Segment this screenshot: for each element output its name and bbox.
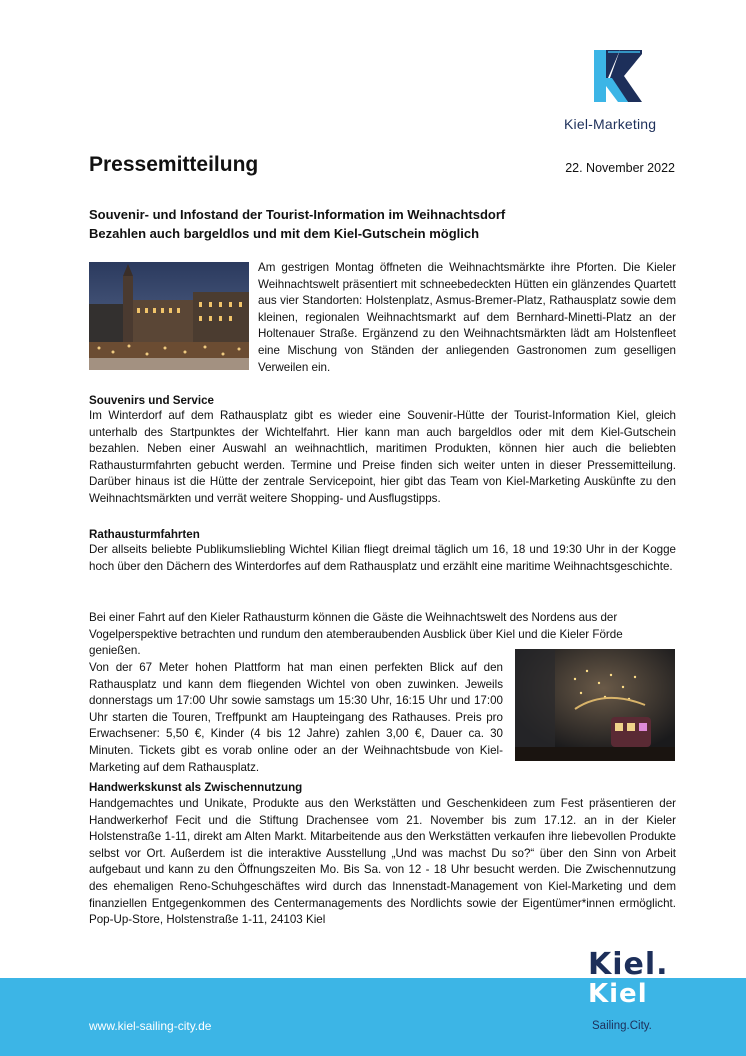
headline bbox=[89, 205, 505, 243]
intro-paragraph: Am gestrigen Montag öffneten die Weihnachtsmärkte ihre Pforten. Die Kieler Weihnachtswelt präsentiert mit schneebedeckten Hütten ein glänzendes Quartett aus vier Standorten: Holstenplatz, Asmus-Bremer-Platz, Rathausplatz sowie dem kleinen, regionalen Weihnachtsmarkt auf dem Bernhard-Minetti-Platz an der Holtenauer Straße. Ergänzend zu den Weihnachtsmärkten lädt am Holstenfleet eine Mischung von Ständen der anliegenden Gastronomen zum geselligen Verweilen ein. bbox=[258, 261, 676, 374]
christmas-market-photo bbox=[89, 262, 249, 370]
paragraph-rathaus-2b: Von der 67 Meter hohen Plattform hat man einen perfekten Blick auf den Rathausplatz und kann dem fliegenden Wichtel von oben zuwinken. Jeweils donnerstags um 17:00 Uhr sowie samstags um 15:30 Uhr, 16:15 Uhr und 17:00 Uhr starten die Touren, Treffpunkt am Haupteingang des Rathauses. Preis pro Erwachsener: 5,50 €, Kinder (4 bis 12 Jahre) zahlen 3,00 €, Dauer ca. 30 Minuten. Tickets gibt es vorab online oder an der Weihnachtsbude von Kiel-Marketing auf dem Rathausplatz. bbox=[89, 661, 503, 774]
heading-rathausturmfahrten: Rathausturmfahrten bbox=[89, 528, 200, 541]
page-title: Pressemitteilung bbox=[89, 153, 259, 176]
kiel-logo-line-2: Kiel bbox=[588, 979, 648, 1009]
kiel-logo-line-1: Kiel. bbox=[588, 947, 669, 982]
heading-souvenirs: Souvenirs und Service bbox=[89, 394, 215, 407]
release-date: 22. November 2022 bbox=[565, 161, 675, 175]
footer-tagline: Sailing.City. bbox=[592, 1020, 652, 1032]
headline-line-2: Bezahlen auch bargeldlos und mit dem Kiel-Gutschein möglich bbox=[89, 226, 480, 241]
brand-name: Kiel-Marketing bbox=[564, 116, 657, 132]
kiel-sailing-city-logo bbox=[588, 947, 680, 1014]
paragraph-souvenirs: Im Winterdorf auf dem Rathausplatz gibt es wieder eine Souvenir-Hütte der Tourist-Information Kiel, gleich unterhalb des Startpunktes der Wichtelfahrt. Hier kann man auch bargeldlos oder mit dem Kiel-Gutschein bezahlen. Neben einer Auswahl an weihnachtlich, maritimen Produkten, können hier auch die beliebten Rathausturmfahrten gebucht werden. Termine und Preise finden sich weiter unten in dieser Pressemitteilung. Darüber hinaus ist die Hütte der zentrale Servicepoint, hier gibt das Team von Kiel-Marketing Auskünfte zu den Weihnachtsmärkten und verrät weitere Shopping- und Ausflugstipps. bbox=[89, 409, 676, 505]
headline-line-1: Souvenir- und Infostand der Tourist-Information im Weihnachtsdorf bbox=[89, 207, 506, 222]
footer-website-link[interactable]: www.kiel-sailing-city.de bbox=[89, 1019, 212, 1033]
kiel-marketing-logo-icon bbox=[590, 48, 646, 104]
paragraph-rathaus-1: Der allseits beliebte Publikumsliebling Wichtel Kilian fliegt dreimal täglich um 16, 18 und 19:30 Uhr in der Kogge hoch über den Dächern des Winterdorfes auf dem Rathausplatz und erzählt eine maritime Weihnachtsgeschichte. bbox=[89, 543, 676, 573]
paragraph-rathaus-2a: Bei einer Fahrt auf den Kieler Rathausturm können die Gäste die Weihnachtswelt des Nordens aus der Vogelperspektive betrachten und rundum den atemberaubenden Ausblick über Kiel und die Kieler Förde genießen. bbox=[89, 611, 623, 658]
heading-handwerkskunst: Handwerkskunst als Zwischennutzung bbox=[89, 781, 303, 794]
wichtel-sleigh-photo bbox=[515, 649, 675, 761]
paragraph-handwerkskunst: Handgemachtes und Unikate, Produkte aus den Werkstätten und Geschenkideen zum Fest präsentieren der Handwerkerhof Fecit und die Stiftung Drachensee vom 21. November bis zum 17.12. an in der Kieler Holstenstraße 1-11, direkt am Alten Markt. Mitarbeitende aus den Werkstätten verkaufen ihre liebevollen Produkte selbst vor Ort. Außerdem ist die interaktive Ausstellung „Und was machst Du so?“ über den Sinn von Arbeit aufgebaut und kann zu den Öffnungszeiten Mo. Bis Sa. von 12 - 18 Uhr besucht werden. Die Zwischennutzung des ehemaligen Reno-Schuhgeschäftes wird durch das Innenstadt-Management von Kiel-Marketing und dem finanziellen Entgegenkommen des Centermanagements des Nordlichts sowie der Eigentümer*innen ermöglicht. Pop-Up-Store, Holstenstraße 1-11, 24103 Kiel bbox=[89, 797, 676, 927]
